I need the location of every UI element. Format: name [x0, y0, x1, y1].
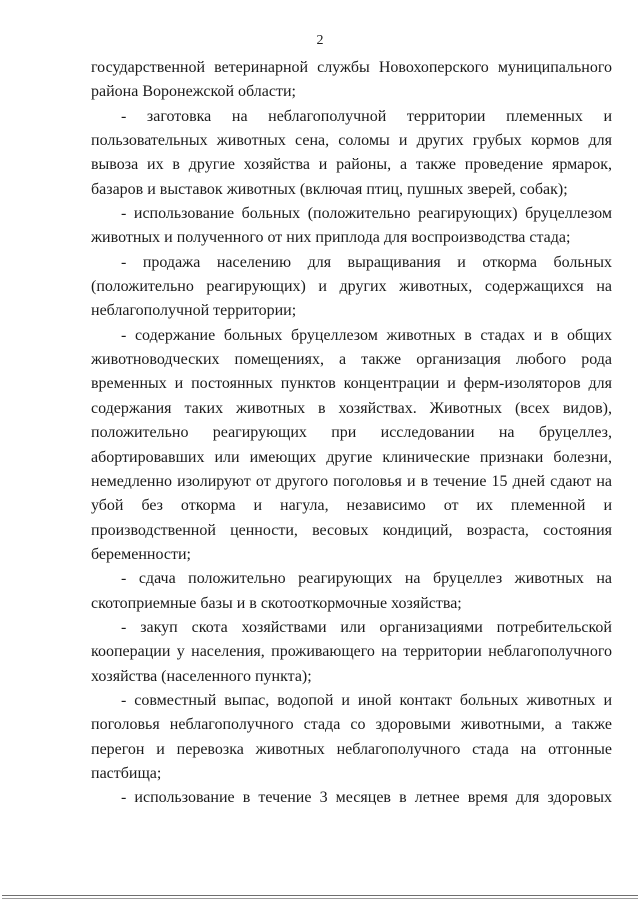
document-body	[91, 56, 612, 811]
page-bottom-rule	[2, 895, 638, 896]
list-item-livestock-purchase: - закуп скота хозяйствами или организациями потребительской кооперации у населения, проживающего на территории неблагополучного хозяйства (населенного пункта);	[91, 618, 612, 685]
list-item-breeding-use: - использование больных (положительно реагирующих) бруцеллезом животных и полученного от них приплода для воспроизводства стада;	[91, 205, 612, 247]
list-item-delivery-to-bases: - сдача положительно реагирующих на бруцеллез животных на скотоприемные базы и в скотооткормочные хозяйства;	[91, 570, 612, 612]
list-item-keeping-sick-animals: - содержание больных бруцеллезом животных в стадах и в общих животноводческих помещениях, а также организация любого рода временных и постоянных пунктов концентрации и ферм-изоляторов для содержания таких животных в хозяйствах. Животных (всех видов), положительно реагирующих при исследовании на бруцеллез, абортировавших или имеющих другие клинические признаки болезни, немедленно изолируют от другого поголовья и в течение 15 дней сдают на убой без откорма и нагула, независимо от их племенной и производственной ценности, весовых кондиций, возраста, состояния беременности;	[91, 326, 612, 563]
list-item-joint-grazing: - совместный выпас, водопой и иной контакт больных животных и поголовья неблагополучного стада со здоровыми животными, а также перегон и перевозка животных неблагополучного стада на отгонные пастбища;	[91, 691, 612, 782]
list-item-sale-to-population: - продажа населению для выращивания и откорма больных (положительно реагирующих) и других животных, содержащихся на неблагополучной территории;	[91, 253, 612, 320]
page-number: 2	[316, 33, 324, 48]
list-item-hay-procurement: - заготовка на неблагополучной территории племенных и пользовательных животных сена, соломы и других грубых кормов для вывоза их в другие хозяйства и районы, а также проведение ярмарок, базаров и выставок животных (включая птиц, пушных зверей, собак);	[91, 107, 612, 198]
page-bottom-rule-shadow	[2, 898, 638, 899]
list-item-summer-use: - использование в течение 3 месяцев в летнее время для здоровых	[121, 789, 612, 807]
paragraph-continuation: государственной ветеринарной службы Новохоперского муниципального района Воронежской области;	[91, 59, 612, 101]
